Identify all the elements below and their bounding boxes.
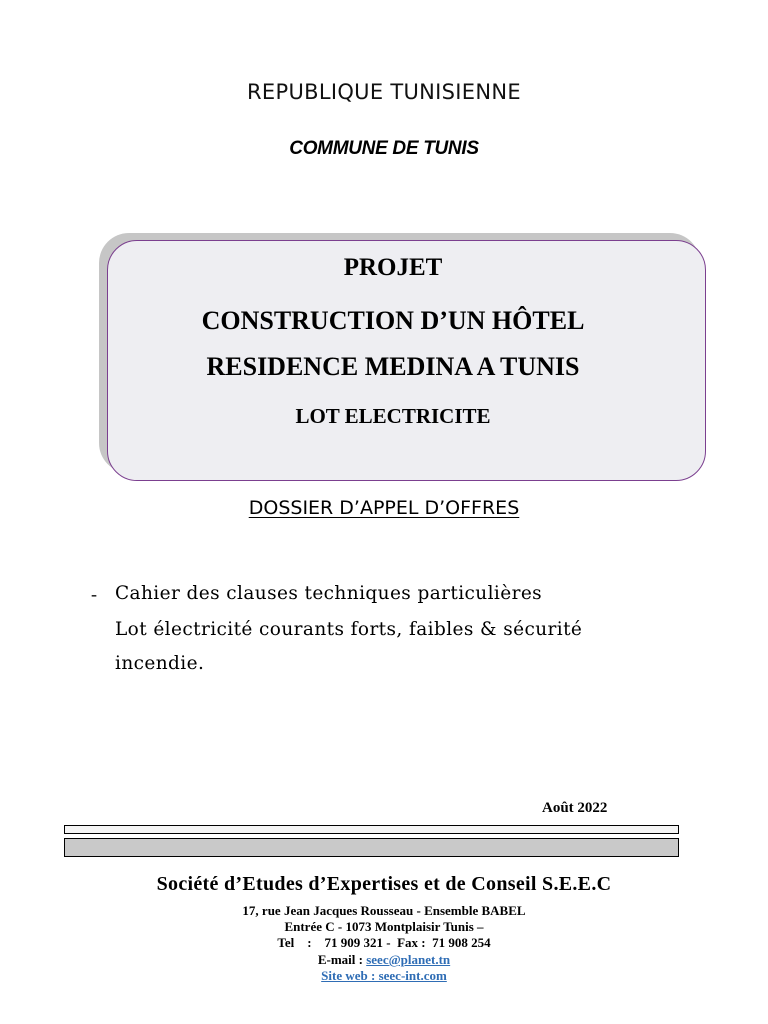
- dossier-heading: [0, 497, 768, 519]
- project-title-line2: RESIDENCE MEDINA A TUNIS: [206, 352, 580, 381]
- contents-line-2: Lot électricité courants forts, faibles & sécurité: [115, 619, 583, 640]
- email-label: E-mail :: [317, 952, 367, 967]
- divider-thick-bar: [64, 838, 679, 857]
- lot-label: LOT ELECTRICITE: [295, 404, 491, 428]
- dossier-heading-text: DOSSIER D’APPEL D’OFFRES: [248, 497, 520, 519]
- document-date: Août 2022: [542, 800, 608, 816]
- address-line-1: 17, rue Jean Jacques Rousseau - Ensemble BABEL: [242, 903, 526, 918]
- project-title-line1: CONSTRUCTION D’UN HÔTEL: [201, 306, 585, 335]
- website-link[interactable]: Site web : seec-int.com: [321, 968, 447, 983]
- projet-label: PROJET: [343, 254, 443, 281]
- commune-heading: COMMUNE DE TUNIS: [289, 138, 479, 159]
- republique-heading: REPUBLIQUE TUNISIENNE: [247, 80, 521, 104]
- contents-line-1: Cahier des clauses techniques particulières: [115, 583, 543, 604]
- company-name: Société d’Etudes d’Expertises et de Conseil S.E.E.C: [156, 873, 612, 895]
- email-line: [0, 952, 768, 968]
- website-line: [0, 968, 768, 984]
- divider-thin-bar: [64, 825, 679, 834]
- contents-line-3: incendie.: [115, 653, 205, 674]
- phone-fax-line: Tel : 71 909 321 - Fax : 71 908 254: [277, 935, 491, 950]
- email-link[interactable]: seec@planet.tn: [366, 952, 451, 967]
- list-bullet-dash: -: [91, 584, 97, 604]
- address-line-2: Entrée C - 1073 Montplaisir Tunis –: [284, 919, 484, 934]
